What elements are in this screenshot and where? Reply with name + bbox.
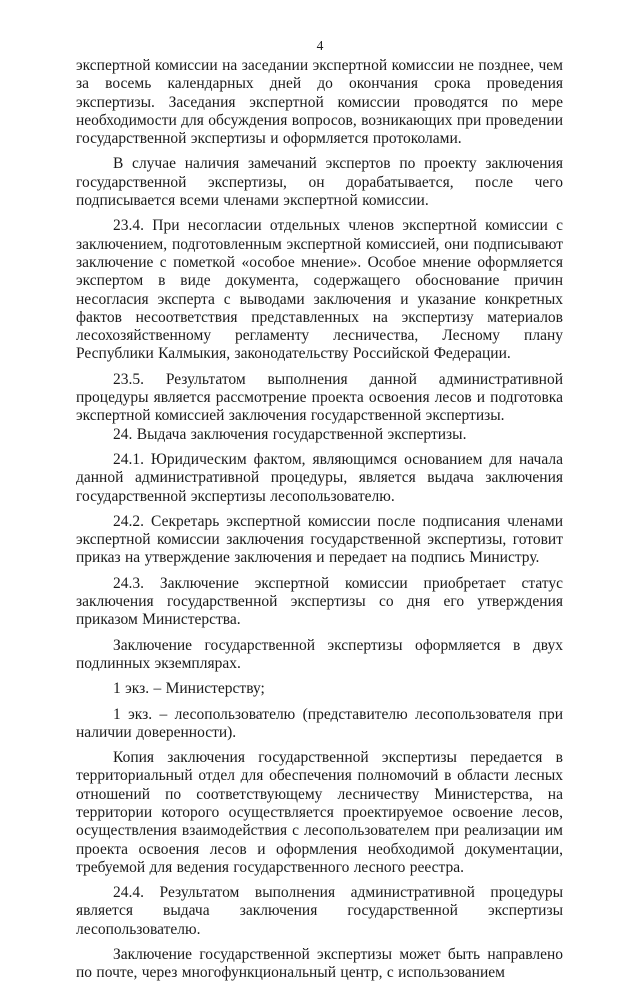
page-number: 4 (316, 38, 324, 53)
paragraph-copy-ministry: 1 экз. – Министерству; (113, 680, 265, 698)
paragraph-copy-transfer: Копия заключения государственной экспертизы передается в территориальный отдел для обеспечения полномочий в области лесных отношений по соответствующему лесничеству Министерства, на территории которого осуществляется проектируемое освоение лесов, осуществления взаимодействия с лесопользователем при реализации им проекта освоения лесов и оформления необходимой документации, требуемой для ведения государственного лесного реестра. (76, 749, 563, 876)
paragraph-24-1: 24.1. Юридическим фактом, являющимся основанием для начала данной административной процедуры, является выдача заключения государственной экспертизы лесопользователю. (76, 450, 563, 505)
document-body (76, 57, 563, 983)
paragraph-23-4: 23.4. При несогласии отдельных членов экспертной комиссии с заключением, подготовленным экспертной комиссией, они подписывают заключение с пометкой «особое мнение». Особое мнение оформляется экспертом в виде документа, содержащего обоснование причин несогласия эксперта с выводами заключения и указание конкретных фактов несоответствия представленных на экспертизу материалов лесохозяйственному регламенту лесничества, Лесному плану Республики Калмыкия, законодательству Российской Федерации. (76, 217, 563, 363)
paragraph-24-2: 24.2. Секретарь экспертной комиссии после подписания членами экспертной комиссии заключения государственной экспертизы, готовит приказ на утверждение заключения и передает на подпись Министру. (76, 512, 563, 567)
paragraph-delivery: Заключение государственной экспертизы может быть направлено по почте, через многофункциональный центр, с использованием (76, 946, 563, 982)
paragraph-24-3: 24.3. Заключение экспертной комиссии приобретает статус заключения государственной экспертизы со дня его утверждения приказом Министерства. (76, 574, 563, 629)
paragraph-remarks: В случае наличия замечаний экспертов по проекту заключения государственной экспертизы, он дорабатывается, после чего подписывается всеми членами экспертной комиссии. (76, 155, 563, 210)
paragraph-copies: Заключение государственной экспертизы оформляется в двух подлинных экземплярах. (76, 636, 563, 672)
paragraph-24-4: 24.4. Результатом выполнения административной процедуры является выдача заключения государственной экспертизы лесопользователю. (76, 884, 563, 938)
paragraph-24-heading: 24. Выдача заключения государственной экспертизы. (113, 425, 467, 443)
paragraph-copy-user: 1 экз. – лесопользователю (представителю лесопользователя при наличии доверенности). (76, 705, 563, 741)
paragraph-23-5: 23.5. Результатом выполнения данной административной процедуры является рассмотрение проекта освоения лесов и подготовка экспертной комиссией заключения государственной экспертизы. (76, 370, 563, 425)
paragraph-continuation: экспертной комиссии на заседании экспертной комиссии не позднее, чем за восемь календарных дней до окончания срока проведения экспертизы. Заседания экспертной комиссии проводятся по мере необходимости для обсуждения вопросов, возникающих при проведении государственной экспертизы и оформляется протоколами. (76, 57, 563, 148)
